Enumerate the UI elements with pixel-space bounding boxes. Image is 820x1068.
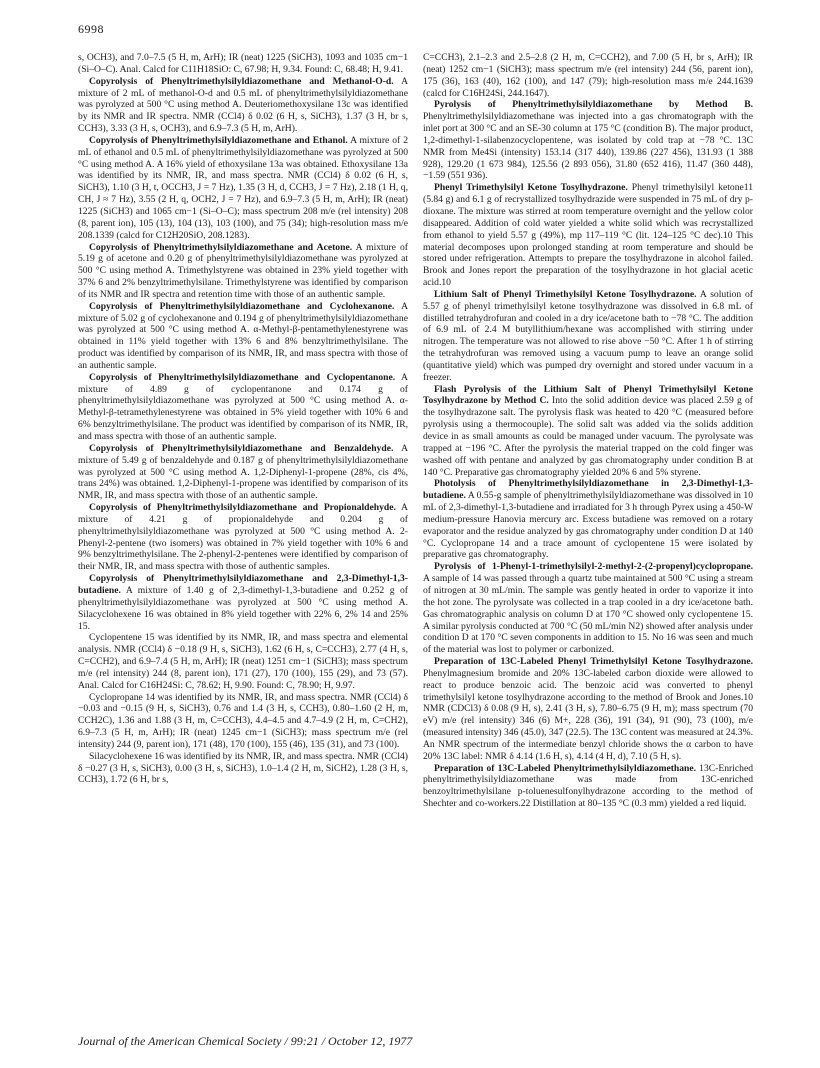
- paragraph-body: A mixture of 1.40 g of 2,3-dimethyl-1,3-butadiene and 0.252 g of phenyltrimethylsilyldiazomethane was pyrolyzed at 500 °C using method A. Silacyclohexene 16 was obtained in 8% yield together with 22% 6, 2% 14 and 25% 15.: [78, 584, 408, 632]
- page-number: 6998: [78, 22, 104, 36]
- paragraph-body: A solution of 5.57 g of phenyl trimethylsilyl ketone tosylhydrazone was dissolved in 6.8 mL of distilled tetrahydrofuran and cooled in a dry ice/acetone bath to −78 °C. The addition of 6.9 mL of 2.4 M butyllithium/hexane was accomplished with stirring under nitrogen. The temperature was not allowed to rise above −50 °C. After 1 h of stirring the tetrahydrofuran was removed using a vacuum pump to leave an orange solid (quantitative yield) which was pumped dry overnight and stored under vacuum in a freezer.: [423, 288, 753, 383]
- paragraph: [423, 656, 753, 763]
- paragraph-heading: Lithium Salt of Phenyl Trimethylsilyl Ketone Tosylhydrazone.: [434, 288, 697, 300]
- paragraph: [78, 443, 408, 502]
- paragraph-body: A mixture of 4.89 g of cyclopentanone and 0.174 g of phenyltrimethylsilyldiazomethane was pyrolyzed at 500 °C using method A. α-Methyl-β-tetramethylenestyrene was obtained in 5% yield together with 10% 6 and 6% benzyltrimethylsilane. The product was identified by comparison of its NMR, IR, and mass spectra with those of an authentic sample.: [78, 371, 408, 442]
- paragraph-heading: Copyrolysis of Phenyltrimethylsilyldiazomethane and Cyclopentanone.: [89, 371, 396, 383]
- paragraph-body: A mixture of 2 mL of methanol-O-d and 0.5 mL of phenyltrimethylsilyldiazomethane was pyrolyzed at 500 °C using method A. Deuteriomethoxysilane 13c was identified by its NMR and IR spectra. NMR (CCl4) δ 0.02 (6 H, s, SiCH3), 1.37 (3 H, br s, CCH3), 3.33 (3 H, s, OCH3), and 6.9–7.3 (5 H, m, ArH).: [78, 75, 408, 135]
- paragraph-heading: Preparation of 13C-Labeled Phenyltrimethylsilyldiazomethane.: [434, 762, 697, 774]
- paragraph-heading: Copyrolysis of Phenyltrimethylsilyldiazomethane and 2,3-Dimethyl-1,3-butadiene.: [78, 573, 408, 596]
- paragraph-heading: Copyrolysis of Phenyltrimethylsilyldiazomethane and Propionaldehyde.: [89, 502, 396, 514]
- paragraph: [423, 763, 753, 810]
- paragraph-body: Cyclopentene 15 was identified by its NMR, IR, and mass spectra and elemental analysis. NMR (CCl4) δ −0.18 (9 H, s, SiCH3), 1.62 (6 H, s, C=CCH3), 2.77 (4 H, s, C=CCH2), and 6.9–7.4 (5 H, m, ArH); IR (neat) 1251 cm−1 (SiCH3); mass spectrum m/e (rel intensity) 244 (8, parent ion), 171 (27), 170 (100), 155 (29), and 73 (57). Anal. Calcd for C16H24Si: C, 78.62; H, 9.90. Found: C, 78.90; H, 9.97.: [78, 632, 408, 691]
- paragraph: [78, 632, 408, 691]
- paragraph-heading: Copyrolysis of Phenyltrimethylsilyldiazomethane and Benzaldehyde.: [89, 442, 394, 454]
- paragraph: [78, 573, 408, 632]
- paragraph: [78, 301, 408, 372]
- paragraph-body: C=CCH3), 2.1–2.3 and 2.5–2.8 (2 H, m, C=CCH2), and 7.00 (5 H, br s, ArH); IR (neat) 1252 cm−1 (SiCH3); mass spectrum m/e (rel intensity) 244 (56, parent ion), 175 (36), 163 (40), 162 (100), and 147 (79); high-resolution mass m/e 244.1639 (calcd for C16H24Si, 244.1647).: [423, 52, 753, 99]
- paragraph-heading: Flash Pyrolysis of the Lithium Salt of Phenyl Trimethylsilyl Ketone Tosylhydrazone by Method C.: [423, 383, 753, 407]
- paragraph: [423, 561, 753, 656]
- paragraph: [78, 692, 408, 751]
- paragraph-heading: Phenyl Trimethylsilyl Ketone Tosylhydrazone.: [434, 182, 628, 194]
- paragraph-body: A 0.55-g sample of phenyltrimethylsilyldiazomethane was dissolved in 10 mL of 2,3-dimethyl-1,3-butadiene and irradiated for 3 h through Pyrex using a 450-W medium-pressure Hanovia mercury arc. Excess butadiene was removed on a rotary evaporator and the residue analyzed by gas chromatography under condition D at 140 °C. Cyclopropane 14 and a trace amount of cyclopentene 15 were isolated by preparative gas chromatography.: [423, 490, 754, 561]
- paragraph-body: Phenylmagnesium bromide and 20% 13C-labeled carbon dioxide were allowed to react to produce benzoic acid. The benzoic acid was converted to phenyl trimethylsilyl ketone tosylhydrazone according to the method of Brook and Jones.10 NMR (CDCl3) δ 0.08 (9 H, s), 2.41 (3 H, s), 7.80–6.75 (9 H, m); mass spectrum (70 eV) m/e (rel intensity) 346 (6) M+, 228 (36), 191 (34), 91 (90), 73 (100), m/e (measured intensity) 346 (45.0), 347 (22.5). The 13C content was measured at 24.3%. An NMR spectrum of the intermediate benzyl chloride shows the α carbon to have 20% 13C label: NMR δ 4.14 (1.6 H, s), 4.14 (4 H, d), 7.10 (5 H, s).: [423, 667, 753, 762]
- paragraph-body: Cyclopropane 14 was identified by its NMR, IR, and mass spectra. NMR (CCl4) δ −0.03 and −0.15 (9 H, s, SiCH3), 0.76 and 1.4 (3 H, s, CCH3), 0.80–1.60 (2 H, m, CCH2C), 1.36 and 1.88 (3 H, m, C=CCH3), 4.4–4.5 and 4.7–4.9 (2 H, m, C=CH2), 6.9–7.3 (5 H, m, ArH); IR (neat) 1245 cm−1 (SiCH3); mass spectrum m/e (rel intensity) 244 (9, parent ion), 171 (48), 170 (100), 155 (46), 135 (31), and 73 (100).: [78, 691, 408, 750]
- paragraph-body: Silacyclohexene 16 was identified by its NMR, IR, and mass spectra. NMR (CCl4) δ −0.27 (3 H, s, SiCH3), 0.00 (3 H, s, SiCH3), 1.0–1.4 (2 H, m, SiCH2), 1.28 (3 H, s, CCH3), 1.72 (6 H, br s,: [78, 750, 408, 786]
- paragraph-body: Phenyltrimethylsilyldiazomethane was injected into a gas chromatograph with the inlet port at 300 °C and an SE-30 column at 175 °C (condition B). The major product, 1,2-dimethyl-1-silabenzocyclopentene, was isolated by cold trap at −78 °C. 13C NMR from Me4Si (intensity) 153.14 (317 440), 139.86 (227 456), 131.93 (1 388 928), 129.20 (1 673 984), 125.56 (2 893 056), 31.80 (652 416), 11.47 (360 448), −1.59 (551 936).: [423, 111, 753, 182]
- paragraph: [78, 242, 408, 301]
- right-column: [423, 52, 753, 810]
- paragraph: [423, 289, 753, 384]
- paragraph: [78, 372, 408, 443]
- paragraph-body: A mixture of 2 mL of ethanol and 0.5 mL of phenyltrimethylsilyldiazomethane was pyrolyzed at 500 °C using method A. A 16% yield of ethoxysilane 13a was obtained. Ethoxysilane 13a was identified by its NMR, IR, and mass spectra. NMR (CCl4) δ 0.02 (6 H, s, SiCH3), 1.10 (3 H, t, OCCH3, J = 7 Hz), 1.35 (3 H, d, CCH3, J = 7 Hz), 2.18 (1 H, q, CH, J ≈ 7 Hz), 3.55 (2 H, q, OCH2, J = 7 Hz), and 6.9–7.3 (5 H, m, ArH); IR (neat) 1225 (SiCH3) and 1065 cm−1 (Si–O–C); mass spectrum 208 m/e (rel intensity) 208 (8, parent ion), 105 (13), 104 (13), 103 (100), and 75 (34); high-resolution mass m/e 208.1339 (calcd for C12H20SiO, 208.1283).: [78, 134, 408, 241]
- journal-footer: Journal of the American Chemical Society / 99:21 / October 12, 1977: [78, 1034, 413, 1048]
- paragraph-heading: Copyrolysis of Phenyltrimethylsilyldiazomethane and Methanol-O-d.: [89, 75, 394, 87]
- paragraph-body: Phenyl trimethylsilyl ketone11 (5.84 g) and 6.1 g of recrystallized tosylhydrazide were suspended in 75 mL of dry p-dioxane. The mixture was stirred at room temperature overnight and the yellow color disappeared. Addition of cold water yielded a white solid which was recrystallized from ethanol to yield 5.57 g (49%), mp 117–119 °C (lit. 124–125 °C dec).10 This material decomposes upon prolonged standing at room temperature and should be stored under refrigeration. Attempts to prepare the tosylhydrazone in alcohol failed. Brook and Jones report the preparation of the tosylhydrazone in hot glacial acetic acid.10: [423, 182, 753, 289]
- paragraph-body: s, OCH3), and 7.0–7.5 (5 H, m, ArH); IR (neat) 1225 (SiCH3), 1093 and 1035 cm−1 (Si–O–C). Anal. Calcd for C11H18SiO: C, 67.98; H, 9.34. Found: C, 68.48; H, 9.41.: [78, 52, 408, 75]
- paragraph-heading: Preparation of 13C-Labeled Phenyl Trimethylsilyl Ketone Tosylhydrazone.: [434, 656, 753, 668]
- paragraph-heading: Copyrolysis of Phenyltrimethylsilyldiazomethane and Ethanol.: [89, 134, 348, 146]
- paragraph-heading: Photolysis of Phenyltrimethylsilyldiazomethane in 2,3-Dimethyl-1,3-butadiene.: [423, 478, 753, 502]
- paragraph-body: A mixture of 5.19 g of acetone and 0.20 g of phenyltrimethylsilyldiazomethane was pyrolyzed at 500 °C using method A. Trimethylstyrene was obtained in 23% yield together with 37% 6 and 2% benzyltrimethylsilane. Trimethylstyrene was identified by comparison of its NMR and IR spectra and retention time with those of an authentic sample.: [78, 241, 408, 300]
- paragraph: [78, 135, 408, 242]
- paragraph-heading: Copyrolysis of Phenyltrimethylsilyldiazomethane and Acetone.: [89, 241, 353, 253]
- paragraph-heading: Pyrolysis of 1-Phenyl-1-trimethylsilyl-2-methyl-2-(2-propenyl)cyclopropane.: [434, 561, 753, 573]
- paragraph: [423, 478, 753, 561]
- paragraph: [78, 76, 408, 135]
- paragraph: [78, 751, 408, 787]
- paragraph-body: 13C-Enriched phenyltrimethylsilyldiazomethane was made from 13C-enriched benzoyltrimethylsilane p-toluenesulfonylhydrazone according to the method of Shechter and co-workers.22 Distillation at 80–135 °C (0.3 mm) yielded a red liquid.: [423, 762, 753, 810]
- paragraph-body: Into the solid addition device was placed 2.59 g of the tosylhydrazone salt. The pyrolysis flask was heated to 420 °C (measured before pyrolysis using a thermocouple). The solid salt was added via the solids addition device in as small amounts as could be managed under vacuum. The pyrolysate was trapped at −196 °C. After the pyrolysis the material trapped on the cold finger was washed off with pentane and analyzed by gas chromatography under condition B at 140 °C. Preparative gas chromatography yielded 20% 6 and 5% styrene.: [423, 395, 753, 478]
- paragraph-body: A mixture of 5.49 g of benzaldehyde and 0.187 g of phenyltrimethylsilyldiazomethane was pyrolyzed at 500 °C using method A. 1,2-Diphenyl-1-propene (28%, cis 4%, trans 24%) was obtained. 1,2-Diphenyl-1-propene was identified by comparison of its NMR, IR, and mass spectra with those of an authentic sample.: [78, 442, 408, 502]
- paragraph-body: A mixture of 4.21 g of propionaldehyde and 0.204 g of phenyltrimethylsilyldiazomethane was pyrolyzed at 500 °C using method A. 2-Phenyl-2-pentene (two isomers) was obtained in 7% yield together with 10% 6 and 9% benzyltrimethylsilane. The 2-phenyl-2-pentenes were identified by comparison of their NMR, IR, and mass spectra with those of authentic samples.: [78, 502, 408, 573]
- paragraph: [423, 182, 753, 289]
- paragraph: [78, 52, 408, 76]
- left-column: [78, 52, 408, 786]
- paragraph-heading: Pyrolysis of Phenyltrimethylsilyldiazomethane by Method B.: [434, 99, 753, 111]
- paragraph-body: A sample of 14 was passed through a quartz tube maintained at 500 °C using a stream of nitrogen at 30 mL/min. The sample was gently heated in order to vaporize it into the hot zone. The pyrolysate was collected in a trap cooled in a dry ice/acetone bath. Gas chromatographic analysis on column D at 170 °C showed only cyclopentene 15. A similar pyrolysis conducted at 700 °C (50 mL/min N2) showed after analysis under condition D at 170 °C seven components in addition to 15. No 16 was seen and much of the material was lost to polymer or carbonized.: [423, 573, 753, 656]
- paragraph-body: A mixture of 5.02 g of cyclohexanone and 0.194 g of phenyltrimethylsilyldiazomethane was pyrolyzed at 500 °C using method A. α-Methyl-β-pentamethylenestyrene was obtained in 11% yield together with 13% 6 and 8% benzyltrimethylsilane. The product was identified by comparison of its NMR, IR, and mass spectra with those of an authentic sample.: [78, 300, 408, 371]
- paragraph: [78, 502, 408, 573]
- paragraph: [423, 99, 753, 182]
- paragraph-heading: Copyrolysis of Phenyltrimethylsilyldiazomethane and Cyclohexanone.: [89, 300, 395, 312]
- paragraph: [423, 52, 753, 99]
- paragraph: [423, 384, 753, 479]
